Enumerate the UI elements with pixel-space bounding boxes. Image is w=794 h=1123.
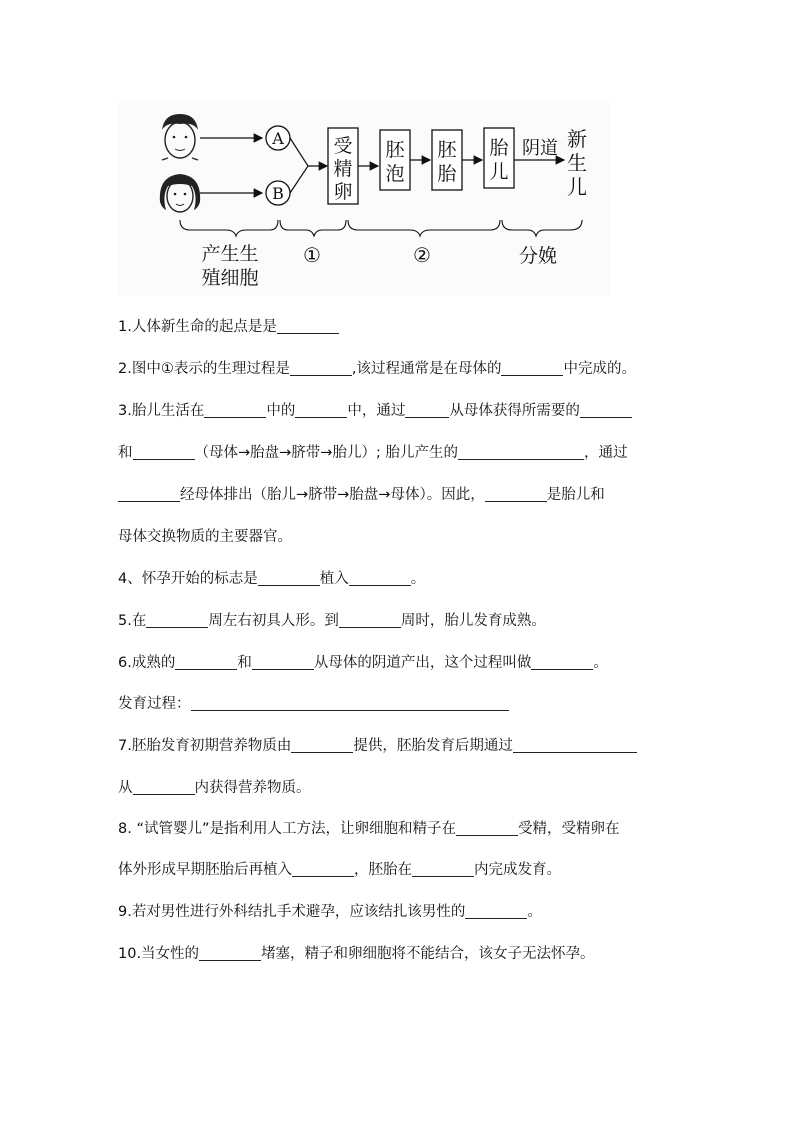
q3-text-4: 从母体获得所需要的 bbox=[449, 403, 580, 419]
q8-text-2: 受精，受精卵在 bbox=[517, 821, 620, 837]
q3b-text-3: ，通过 bbox=[583, 445, 628, 461]
development-diagram bbox=[118, 100, 610, 296]
q3d-text: 母体交换物质的主要器官。 bbox=[118, 529, 292, 545]
stage-zygote-char1: 受 bbox=[333, 135, 353, 157]
q1-text: 1.人体新生命的起点是是 bbox=[118, 319, 277, 335]
brace1-label-line1: 产生生 bbox=[201, 243, 259, 265]
node-b-label: B bbox=[272, 184, 284, 203]
result-char3: 儿 bbox=[567, 175, 587, 199]
brace3-label: ② bbox=[413, 243, 431, 267]
answer-blank[interactable] bbox=[191, 695, 509, 711]
answer-blank[interactable] bbox=[277, 318, 339, 334]
q6-text-3: 从母体的阴道产出，这个过程叫做 bbox=[313, 655, 532, 671]
answer-blank[interactable] bbox=[146, 612, 208, 628]
q7b-text-1: 从 bbox=[118, 780, 133, 796]
stage-zygote-char2: 精 bbox=[333, 158, 353, 180]
answer-blank[interactable] bbox=[339, 612, 401, 628]
q3c-text-1: 经母体排出（胎儿→脐带→胎盘→母体）。因此， bbox=[180, 487, 485, 503]
q8b-text-2: ，胚胎在 bbox=[354, 862, 412, 878]
stage-fetus-char1: 胎 bbox=[489, 137, 509, 159]
answer-blank[interactable] bbox=[175, 654, 237, 670]
answer-blank[interactable] bbox=[485, 486, 547, 502]
question-3-line-1 bbox=[118, 401, 632, 421]
q10-text-2: 堵塞，精子和卵细胞将不能结合，该女子无法怀孕。 bbox=[261, 946, 595, 962]
answer-blank[interactable] bbox=[349, 570, 411, 586]
brace2-label: ① bbox=[303, 243, 321, 267]
q3b-text-2: （母体→胎盘→脐带→胎儿）; 胎儿产生的 bbox=[194, 445, 458, 461]
answer-blank[interactable] bbox=[531, 654, 593, 670]
stage-blastocyst-char2: 泡 bbox=[385, 163, 405, 185]
answer-blank[interactable] bbox=[580, 402, 632, 418]
answer-blank[interactable] bbox=[291, 737, 353, 753]
q10-text-1: 10.当女性的 bbox=[118, 946, 200, 962]
answer-blank[interactable] bbox=[456, 820, 518, 836]
answer-blank[interactable] bbox=[290, 360, 352, 376]
q6-text-2: 和 bbox=[237, 655, 252, 671]
stage-embryo-char1: 胚 bbox=[437, 139, 457, 161]
question-8-line-2 bbox=[118, 860, 561, 880]
question-6 bbox=[118, 653, 608, 673]
q6-text-4: 。 bbox=[593, 655, 608, 671]
q3-text-2: 中的 bbox=[266, 403, 296, 419]
answer-blank[interactable] bbox=[465, 903, 527, 919]
q4-text-2: 植入 bbox=[319, 571, 349, 587]
question-3-line-2 bbox=[118, 443, 627, 463]
q2-text-3: 中完成的。 bbox=[563, 361, 636, 377]
q9-text-2: 。 bbox=[527, 904, 542, 920]
answer-blank[interactable] bbox=[295, 402, 347, 418]
question-7-line-2 bbox=[118, 778, 311, 798]
q5-text-3: 周时，胎儿发育成熟。 bbox=[400, 613, 546, 629]
stage-blastocyst-char1: 胚 bbox=[385, 139, 405, 161]
question-8-line-1 bbox=[118, 819, 619, 839]
answer-blank[interactable] bbox=[405, 402, 449, 418]
q6b-text: 发育过程： bbox=[118, 696, 191, 712]
question-2 bbox=[118, 359, 636, 379]
result-char1: 新 bbox=[567, 127, 587, 151]
brace1-label-line2: 殖细胞 bbox=[201, 267, 259, 289]
question-3-line-4 bbox=[118, 527, 292, 547]
question-5 bbox=[118, 611, 546, 631]
answer-blank[interactable] bbox=[292, 861, 354, 877]
q3b-text-1: 和 bbox=[118, 445, 133, 461]
question-6-process bbox=[118, 694, 509, 714]
q2-text-1: 2.图中①表示的生理过程是 bbox=[118, 361, 290, 377]
q8-text-1: 8. “试管婴儿”是指利用人工方法，让卵细胞和精子在 bbox=[118, 821, 456, 837]
q8b-text-1: 体外形成早期胚胎后再植入 bbox=[118, 862, 292, 878]
answer-blank[interactable] bbox=[199, 945, 261, 961]
answer-blank[interactable] bbox=[258, 570, 320, 586]
answer-blank[interactable] bbox=[118, 486, 180, 502]
answer-blank[interactable] bbox=[458, 444, 584, 460]
question-3-line-3 bbox=[118, 485, 605, 505]
answer-blank[interactable] bbox=[501, 360, 563, 376]
answer-blank[interactable] bbox=[513, 737, 637, 753]
q6-text-1: 6.成熟的 bbox=[118, 655, 176, 671]
q7-text-2: 提供，胚胎发育后期通过 bbox=[353, 738, 513, 754]
node-a-label: A bbox=[272, 129, 284, 148]
question-7-line-1 bbox=[118, 736, 637, 756]
q5-text-2: 周左右初具人形。到 bbox=[208, 613, 339, 629]
stage-fetus-char2: 儿 bbox=[489, 161, 509, 183]
q4-text-3: 。 bbox=[410, 571, 426, 587]
q3c-text-2: 是胎儿和 bbox=[546, 487, 605, 503]
question-4 bbox=[118, 569, 425, 589]
q2-text-2: ,该过程通常是在母体的 bbox=[351, 361, 502, 377]
q3-text-1: 3.胎儿生活在 bbox=[118, 403, 205, 419]
q3-text-3: 中，通过 bbox=[347, 403, 406, 419]
stage-embryo-char2: 胎 bbox=[437, 163, 457, 185]
question-10 bbox=[118, 944, 595, 964]
question-9 bbox=[118, 902, 542, 922]
arrow-label-vagina: 阴道 bbox=[522, 138, 558, 159]
q8b-text-3: 内完成发育。 bbox=[474, 862, 561, 878]
answer-blank[interactable] bbox=[412, 861, 474, 877]
q5-text-1: 5.在 bbox=[118, 613, 147, 629]
q7b-text-2: 内获得营养物质。 bbox=[194, 780, 311, 796]
brace4-label: 分娩 bbox=[518, 245, 558, 267]
stage-zygote-char3: 卵 bbox=[333, 181, 353, 203]
q9-text-1: 9.若对男性进行外科结扎手术避孕，应该结扎该男性的 bbox=[118, 904, 466, 920]
answer-blank[interactable] bbox=[252, 654, 314, 670]
answer-blank[interactable] bbox=[133, 444, 195, 460]
question-1 bbox=[118, 317, 339, 337]
answer-blank[interactable] bbox=[204, 402, 266, 418]
result-char2: 生 bbox=[567, 151, 587, 175]
q4-text-1: 4、怀孕开始的标志是 bbox=[118, 571, 258, 587]
q7-text-1: 7.胚胎发育初期营养物质由 bbox=[118, 738, 292, 754]
answer-blank[interactable] bbox=[133, 779, 195, 795]
